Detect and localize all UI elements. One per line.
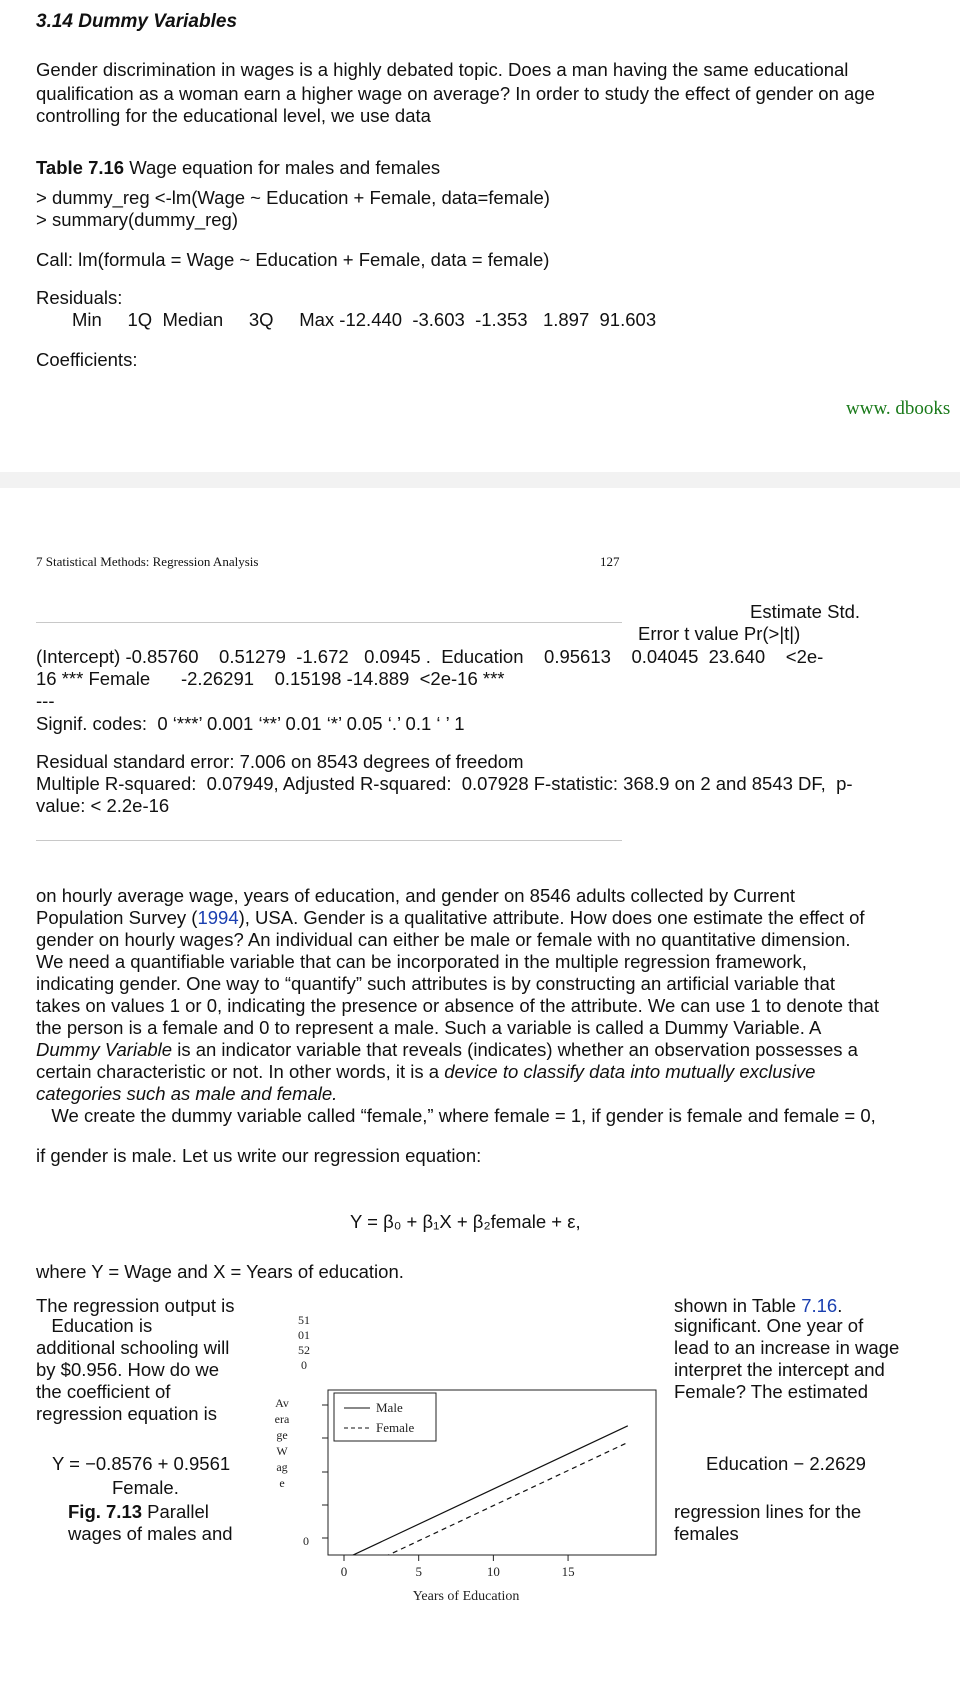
left-col-2: Education is (36, 1315, 153, 1336)
dummy-variable-term: Dummy Variable (36, 1039, 173, 1060)
body-line-2b: ), USA. Gender is a qualitative attribute. How does one estimate the effect of (238, 907, 865, 928)
right-col-2: significant. One year of (674, 1315, 864, 1336)
fig-caption-right-1: regression lines for the (674, 1501, 862, 1522)
left-col-1: The regression output is (36, 1295, 235, 1316)
x-tick-label: 10 (486, 1564, 500, 1579)
legend-label-male: Male (376, 1400, 403, 1415)
body-line-1: on hourly average wage, years of education, and gender on 8546 adults collected by Current (36, 885, 795, 906)
body-line-3: gender on hourly wages? An individual can either be male or female with no quantitative dimension. (36, 929, 851, 950)
table-caption: Wage equation for males and females (124, 157, 441, 178)
series-line-female (344, 1442, 628, 1576)
body-line-5: indicating gender. One way to “quantify” such attributes is by constructing an artificial variable that (36, 973, 836, 994)
left-col-4: by $0.956. How do we (36, 1359, 220, 1380)
left-col-3: additional schooling will (36, 1337, 230, 1358)
intro-line-2: qualification as a woman earn a higher wage on average? In order to study the effect of gender on age (36, 83, 875, 104)
y-axis-label: W (276, 1444, 288, 1458)
code-line-2: > summary(dummy_reg) (36, 209, 239, 230)
fig-caption-left-1-text: Parallel (142, 1501, 209, 1522)
y-tick-label-upper: 0 (301, 1358, 307, 1372)
coefficients-label: Coefficients: (36, 349, 138, 370)
y-axis-label: ge (276, 1428, 288, 1442)
x-tick-label: 0 (340, 1564, 348, 1579)
residual-se: Residual standard error: 7.006 on 8543 degrees of freedom (36, 751, 524, 772)
section-title: 3.14 Dummy Variables (36, 11, 238, 32)
body-line-8-rest: is an indicator variable that reveals (indicates) whether an observation possesses a (172, 1039, 858, 1060)
col-header-2: Error t value Pr(>|t|) (638, 623, 801, 644)
fig-label: Fig. 7.13 (68, 1501, 143, 1522)
dashes: --- (36, 690, 55, 711)
fitted-eq-left: Y = −0.8576 + 0.9561 (52, 1453, 231, 1474)
body-line-2a: Population Survey ( (36, 907, 198, 928)
y-axis-label: era (274, 1412, 290, 1426)
watermark: www. dbooks (846, 398, 951, 419)
left-col-6: regression equation is (36, 1403, 217, 1424)
y-tick-label-upper: 51 (298, 1313, 310, 1327)
coef-line-1: (Intercept) -0.85760 0.51279 -1.672 0.0945 . Education 0.95613 0.04045 23.640 <2e- (36, 646, 824, 667)
y-axis-label: e (279, 1476, 285, 1490)
code-line-1: > dummy_reg <-lm(Wage ~ Education + Female, data=female) (36, 187, 550, 208)
where-line: where Y = Wage and X = Years of education. (36, 1261, 404, 1282)
page-number: 127 (600, 554, 620, 569)
fig-caption-left-2: wages of males and (68, 1523, 233, 1544)
right-col-1-text: shown in Table (674, 1295, 802, 1316)
x-tick-label: 5 (415, 1564, 422, 1579)
fitted-eq-right: Education − 2.2629 (706, 1453, 866, 1474)
y-axis-label: ag (276, 1460, 288, 1474)
right-col-5: Female? The estimated (674, 1381, 869, 1402)
residuals-label: Residuals: (36, 287, 123, 308)
body-line-9a: certain characteristic or not. In other words, it is a (36, 1061, 445, 1082)
table-ref-link[interactable]: 7.16 (801, 1295, 838, 1316)
body-line-11: We create the dummy variable called “female,” where female = 1, if gender is female and female = 0, (36, 1105, 876, 1126)
body-line-12: if gender is male. Let us write our regression equation: (36, 1145, 482, 1166)
series-line-male (344, 1426, 628, 1560)
x-tick-label: 15 (561, 1564, 575, 1579)
x-axis-label: Years of Education (412, 1589, 520, 1604)
intro-line-3: controlling for the educational level, we use data (36, 105, 431, 126)
legend-label-female: Female (376, 1420, 415, 1435)
table-label: Table 7.16 (36, 157, 125, 178)
rsq-line-1: Multiple R-squared: 0.07949, Adjusted R-squared: 0.07928 F-statistic: 368.9 on 2 and 8543 DF, p- (36, 773, 853, 794)
residuals-line: Min 1Q Median 3Q Max -12.440 -3.603 -1.353 1.897 91.603 (72, 309, 657, 330)
running-head: 7 Statistical Methods: Regression Analysis (36, 554, 259, 569)
rsq-line-2: value: < 2.2e-16 (36, 795, 170, 816)
col-header-1: Estimate Std. (750, 601, 861, 622)
left-col-5: the coefficient of (36, 1381, 171, 1402)
y-tick-label-upper: 52 (298, 1343, 310, 1357)
y-tick-label-zero: 0 (303, 1534, 309, 1548)
y-axis-label: Av (275, 1396, 289, 1410)
right-col-1-period: . (837, 1295, 843, 1316)
intro-line-1: Gender discrimination in wages is a highly debated topic. Does a man having the same educational (36, 59, 849, 80)
body-line-4: We need a quantifiable variable that can be incorporated in the multiple regression framework, (36, 951, 807, 972)
signif-codes: Signif. codes: 0 ‘***’ 0.001 ‘**’ 0.01 ‘*’ 0.05 ‘.’ 0.1 ‘ ’ 1 (36, 713, 465, 734)
coef-line-2: 16 *** Female -2.26291 0.15198 -14.889 <2e-16 *** (36, 668, 505, 689)
right-col-3: lead to an increase in wage (674, 1337, 900, 1358)
fitted-eq-female: Female. (112, 1477, 179, 1498)
right-col-4: interpret the intercept and (674, 1359, 885, 1380)
call-line: Call: lm(formula = Wage ~ Education + Female, data = female) (36, 249, 550, 270)
y-tick-label-upper: 01 (298, 1328, 310, 1342)
body-line-7: the person is a female and 0 to represent a male. Such a variable is called a Dummy Variable. A (36, 1017, 822, 1038)
body-line-10: categories such as male and female. (36, 1083, 338, 1104)
equation: Y = β₀ + β₁X + β₂female + ε, (350, 1211, 581, 1232)
body-line-9-ital: device to classify data into mutually exclusive (444, 1061, 816, 1082)
body-line-6: takes on values 1 or 0, indicating the presence or absence of the attribute. We can use 1 to denote that (36, 995, 879, 1016)
citation-link[interactable]: 1994 (197, 907, 239, 928)
fig-caption-right-2: females (674, 1523, 739, 1544)
